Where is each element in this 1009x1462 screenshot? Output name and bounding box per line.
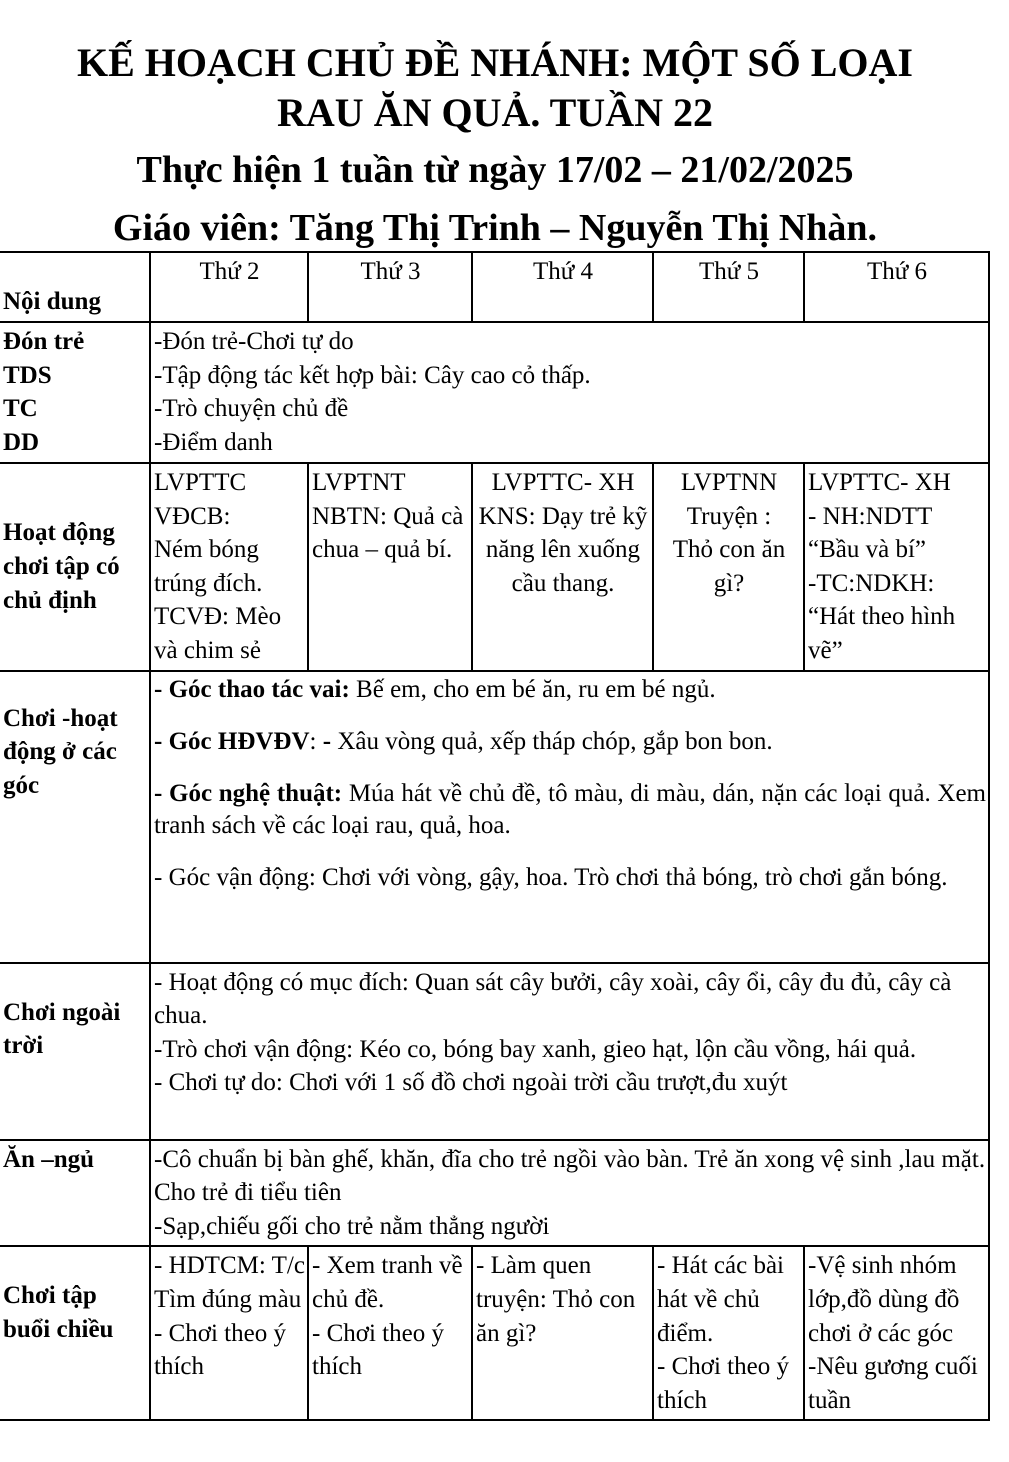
goc-thao-tac-vai xyxy=(154,674,986,706)
goc-hdvdv-text: Xâu vòng quả, xếp tháp chóp, gắp bon bon. xyxy=(331,727,773,755)
goc-hdvdv-dash: - xyxy=(322,727,332,755)
goc-thao-tac-vai-label: - Góc thao tác vai: xyxy=(154,675,350,703)
day-header-tue: Thứ 3 xyxy=(308,252,472,322)
cell-hoat-dong-mon: LVPTTC VĐCB: Ném bóng trúng đích. TCVĐ: Mèo và chim sẻ xyxy=(150,463,308,671)
cell-chieu-mon: - HDTCM: T/c Tìm đúng màu - Chơi theo ý thích xyxy=(150,1246,308,1420)
teachers-line: Giáo viên: Tăng Thị Trinh – Nguyễn Thị Nhàn. xyxy=(112,207,878,249)
row-don-tre xyxy=(0,322,989,463)
weekly-plan-table xyxy=(0,251,990,1421)
cell-chieu-fri: -Vệ sinh nhóm lớp,đồ dùng đồ chơi ở các góc -Nêu gương cuối tuần xyxy=(804,1246,989,1420)
day-header-thu: Thứ 5 xyxy=(653,252,804,322)
corner-cell: Nội dung xyxy=(0,252,150,322)
row-label-goc: Chơi -hoạt động ở các góc xyxy=(0,671,150,963)
day-header-mon: Thứ 2 xyxy=(150,252,308,322)
cell-an-ngu: -Cô chuẩn bị bàn ghế, khăn, đĩa cho trẻ ngồi vào bàn. Trẻ ăn xong vệ sinh ,lau mặt. Cho trẻ đi tiểu tiên -Sạp,chiếu gối cho trẻ nằm thẳng người xyxy=(150,1140,989,1247)
row-goc xyxy=(0,671,989,963)
row-label-ngoai-troi: Chơi ngoài trời xyxy=(0,963,150,1140)
goc-hdvdv-label: - Góc HĐVĐV xyxy=(154,727,310,755)
goc-thao-tac-vai-text: Bế em, cho em bé ăn, ru em bé ngủ. xyxy=(349,675,716,703)
row-label-hoat-dong: Hoạt động chơi tập có chủ định xyxy=(0,463,150,671)
subtitle-dates: Thực hiện 1 tuần từ ngày 17/02 – 21/02/2025 xyxy=(136,149,854,191)
row-ngoai-troi xyxy=(0,963,989,1140)
goc-nghe-thuat-text: Múa hát về chủ đề, tô màu, di màu, dán, nặn các loại quả. Xem tranh sách về các loại rau, quả, hoa. xyxy=(154,779,986,839)
row-label-an-ngu: Ăn –ngủ xyxy=(0,1140,150,1247)
cell-chieu-tue: - Xem tranh về chủ đề. - Chơi theo ý thích xyxy=(308,1246,472,1420)
goc-hdvdv-sep: : xyxy=(309,727,323,755)
title-line-2: RAU ĂN QUẢ. TUẦN 22 xyxy=(277,90,713,135)
cell-hoat-dong-tue: LVPTNT NBTN: Quả cà chua – quả bí. xyxy=(308,463,472,671)
cell-goc xyxy=(150,671,989,963)
goc-hdvdv xyxy=(154,726,986,758)
row-label-buoi-chieu: Chơi tập buổi chiều xyxy=(0,1246,150,1420)
day-header-wed: Thứ 4 xyxy=(472,252,653,322)
cell-don-tre: -Đón trẻ-Chơi tự do -Tập động tác kết hợp bài: Cây cao cỏ thấp. -Trò chuyện chủ đề -Điểm danh xyxy=(150,322,989,463)
cell-chieu-thu: - Hát các bài hát về chủ điểm. - Chơi theo ý thích xyxy=(653,1246,804,1420)
cell-hoat-dong-thu: LVPTNN Truyện : Thỏ con ăn gì? xyxy=(653,463,804,671)
row-label-don-tre: Đón trẻ TDS TC DD xyxy=(0,322,150,463)
header-row xyxy=(0,252,989,322)
day-header-fri: Thứ 6 xyxy=(804,252,989,322)
row-buoi-chieu xyxy=(0,1246,989,1420)
row-an-ngu xyxy=(0,1140,989,1247)
goc-nghe-thuat-label: - Góc nghệ thuật: xyxy=(154,779,343,807)
document-header xyxy=(0,38,990,254)
cell-hoat-dong-fri: LVPTTC- XH - NH:NDTT “Bầu và bí” -TC:NDKH: “Hát theo hình vẽ” xyxy=(804,463,989,671)
goc-van-dong: - Góc vận động: Chơi với vòng, gậy, hoa. Trò chơi thả bóng, trò chơi gắn bóng. xyxy=(154,863,948,891)
goc-nghe-thuat xyxy=(154,778,986,842)
cell-hoat-dong-wed: LVPTTC- XH KNS: Dạy trẻ kỹ năng lên xuống cầu thang. xyxy=(472,463,653,671)
cell-ngoai-troi: - Hoạt động có mục đích: Quan sát cây bưởi, cây xoài, cây ổi, cây đu đủ, cây cà chua. -Trò chơi vận động: Kéo co, bóng bay xanh, gieo hạt, lộn cầu vồng, hái quả. - Chơi tự do: Chơi với 1 số đồ chơi ngoài trời cầu trượt,đu xuýt xyxy=(150,963,989,1140)
cell-chieu-wed: - Làm quen truyện: Thỏ con ăn gì? xyxy=(472,1246,653,1420)
title-line-1: KẾ HOẠCH CHỦ ĐỀ NHÁNH: MỘT SỐ LOẠI xyxy=(77,40,913,85)
row-hoat-dong xyxy=(0,463,989,671)
